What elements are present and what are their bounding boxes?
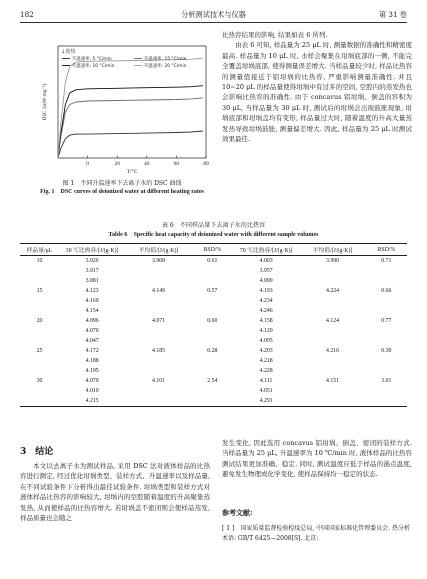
running-header <box>20 8 407 23</box>
table-row <box>20 336 407 346</box>
table-cell <box>366 336 407 346</box>
table-cell: 20 <box>36 318 43 324</box>
table-cell <box>299 296 365 306</box>
table-cell <box>20 266 59 276</box>
column-header: 30 ℃比热容/[J/(g·K)] <box>59 244 125 256</box>
table-cell <box>366 296 407 306</box>
table-cell <box>125 326 191 336</box>
table-cell: 4.234 <box>259 298 273 304</box>
table-cell <box>192 366 233 376</box>
column-header: 平均值/[J/(g·K)] <box>299 244 365 256</box>
dsc-chart <box>38 40 213 180</box>
table-row <box>20 356 407 366</box>
table-cell: 3.926 <box>85 258 99 264</box>
table-cell: 4.111 <box>259 378 273 384</box>
table-caption <box>20 222 407 239</box>
table-cell: 4.224 <box>326 288 340 294</box>
table-cell <box>125 266 191 276</box>
table-cell: 3.908 <box>152 258 166 264</box>
data-table <box>20 243 407 407</box>
legend-label: 升温速率: 15 °C/min <box>144 57 187 62</box>
table-cell: 4.151 <box>326 378 340 384</box>
figure-caption-zh: 图 1 不同升温速率下去离子水的 DSC 曲线 <box>62 180 182 187</box>
column-header: RSD/% <box>366 244 407 256</box>
table-cell <box>192 386 233 396</box>
table-cell <box>20 326 59 336</box>
table-header-row <box>20 244 407 256</box>
table-row <box>20 366 407 376</box>
table-row <box>20 296 407 306</box>
table-cell <box>366 266 407 276</box>
series-line <box>58 131 203 158</box>
table-cell: 4.120 <box>259 328 273 334</box>
legend-label: 升温速率: 5 °C/min <box>72 57 112 62</box>
table-cell: 4.216 <box>326 348 340 354</box>
table-cell <box>299 266 365 276</box>
table-cell <box>366 386 407 396</box>
table-caption-zh: 表 6 不同样品量下去离子水的比热容 <box>161 222 266 229</box>
table-cell: 4.158 <box>259 318 273 324</box>
table-cell: 4.071 <box>152 318 166 324</box>
table-cell: 4.010 <box>85 388 99 394</box>
table-cell <box>192 296 233 306</box>
table-cell <box>20 356 59 366</box>
table-cell: 4.095 <box>259 338 273 344</box>
dsc-figure <box>38 40 213 180</box>
table-cell <box>20 306 59 316</box>
x-axis-label: T/°C <box>126 169 138 175</box>
table-cell <box>366 276 407 286</box>
table-cell: 4.070 <box>85 328 99 334</box>
conclusion-left <box>20 461 210 523</box>
table-cell <box>192 396 233 407</box>
x-tick-label: 60 <box>173 161 180 167</box>
table-row <box>20 376 407 386</box>
table-cell: 0.60 <box>207 318 218 324</box>
right-column-text <box>222 30 412 144</box>
table-cell: 4.079 <box>85 378 99 384</box>
table-cell <box>20 386 59 396</box>
table-cell: 0.61 <box>207 258 218 264</box>
table-cell <box>366 326 407 336</box>
table-cell: 3.881 <box>85 278 99 284</box>
x-tick-label: 20 <box>114 161 120 167</box>
references-heading: 参考文献: <box>222 508 253 517</box>
paragraph: 由表 6 可知, 样品量为 25 μL 时, 测量数据的准确性和精密度最高. 样品量为 10 μL 时, 水样会聚集在坩埚底部的一侧, 不能完全覆盖坩埚底部, 使得测量误差增大. 当样品量较少时, 样品比热容的测量值接近于铝坩埚的比热容, 严重影响测量准确性. 并且 10~20 μL 的样品量使得坩埚中有过多的空间, 空腔内的蒸发热也会影响比热容的准确性. 由于 concavus 铝坩埚、倒盖的容积为 30 μL, 当样品量为 30 μL 时, 测试后的坩埚会出现鼓胀现象, 坩埚底部和坩埚盖均有变形, 样品量过大时, 随着温度的升高大量蒸发热导致坩埚鼓胀, 测量偏差增大. 因此, 样品量为 25 μL 时测试效果最佳. <box>222 41 412 144</box>
column-header: 70 ℃比热容/[J/(g·K)] <box>233 244 299 256</box>
table-cell <box>192 306 233 316</box>
section-heading: 3 结论 <box>20 447 54 457</box>
table-cell: 10 <box>36 258 43 264</box>
table-cell: 4.203 <box>259 348 273 354</box>
table-cell <box>192 276 233 286</box>
table-cell: 4.096 <box>85 318 99 324</box>
table-cell: 0.30 <box>381 348 392 354</box>
legend-label: 升温速率: 10 °C/min <box>72 64 115 69</box>
table-cell: 4.185 <box>152 348 166 354</box>
reference-item: [ 1 ] 国家质量监督检验检疫总局, 中国国家标准化管理委员会. 热分析术语: GB/T 6425—2008[S]. 北京: <box>222 525 410 542</box>
table-cell: 4.154 <box>85 308 99 314</box>
table-cell <box>125 356 191 366</box>
table-row <box>20 306 407 316</box>
table-cell: 30 <box>36 378 43 384</box>
table-cell: 4.124 <box>326 318 340 324</box>
table-row <box>20 256 407 267</box>
table-cell: 4.003 <box>259 258 273 264</box>
table-cell <box>20 396 59 407</box>
table-cell: 4.172 <box>85 348 99 354</box>
table-cell: 0.77 <box>381 318 392 324</box>
table-cell <box>299 356 365 366</box>
table-cell <box>20 366 59 376</box>
table-cell <box>299 336 365 346</box>
table-cell <box>20 336 59 346</box>
column-header: RSD/% <box>192 244 233 256</box>
table-cell <box>366 366 407 376</box>
table-cell: 3.990 <box>326 258 340 264</box>
table-row <box>20 276 407 286</box>
legend-label: 升温速率: 20 °C/min <box>144 64 187 69</box>
conclusion-right <box>222 438 412 480</box>
paragraph: 本文以去离子水为测试样品, 采用 DSC 法对液体样品的比热容进行测定, 经过优化坩埚类型、装样方式、升温速率以及样品量, 在不同试验条件下分析得出最佳试验条件. 坩埚类型和装样方式对液体样品比热容的影响较大, 坩埚内的空腔随着温度的升高聚集蒸发热, 从而使样品的比热容增大. 若坩埚盖不密闭则会使样品蒸发, 样品质量也会随之 <box>20 462 210 523</box>
table-cell: 4.188 <box>85 358 99 364</box>
table-cell <box>125 386 191 396</box>
series-line <box>58 58 203 158</box>
table-cell <box>125 296 191 306</box>
table-cell: 4.051 <box>259 388 273 394</box>
table-cell: 4.101 <box>152 378 166 384</box>
table-row <box>20 266 407 276</box>
table-caption-en: Table 6 Specific heat capacity of deionized water with different sample volumes <box>108 231 319 238</box>
table-row <box>20 346 407 356</box>
y-axis-label: DSC /(mW·mg⁻¹) <box>43 83 48 121</box>
x-tick-label: 0 <box>86 161 89 167</box>
table-cell: 3.957 <box>259 268 273 274</box>
table-cell: 4.123 <box>85 288 99 294</box>
table-cell: 0.57 <box>207 288 218 294</box>
table-cell <box>125 396 191 407</box>
table-cell <box>192 266 233 276</box>
paragraph: 比热容结果的影响, 结果如表 6 所列. <box>222 31 328 39</box>
table-cell <box>20 276 59 286</box>
figure-caption-en: Fig. 1 DSC curves of deionized water at different heating rates <box>40 189 204 196</box>
table-cell: 25 <box>36 348 43 354</box>
table-cell <box>125 276 191 286</box>
table-cell <box>366 356 407 366</box>
table-cell <box>125 366 191 376</box>
table-cell <box>192 326 233 336</box>
column-header: 平均值/[J/(g·K)] <box>125 244 191 256</box>
table-row <box>20 396 407 407</box>
exotherm-label: ↓放热 <box>61 49 76 55</box>
figure-caption <box>26 180 218 197</box>
table-cell: 4.218 <box>259 358 273 364</box>
table-cell: 4.246 <box>259 308 273 314</box>
volume-label: 第 31 卷 <box>378 10 407 19</box>
table-cell <box>125 306 191 316</box>
table-cell: 4.193 <box>259 288 273 294</box>
table-cell: 0.71 <box>381 258 392 264</box>
table-cell: 4.291 <box>233 396 299 407</box>
journal-name: 分析测试技术与仪器 <box>181 10 246 19</box>
table-cell: 4.195 <box>85 368 99 374</box>
table-cell <box>192 336 233 346</box>
table-cell <box>299 276 365 286</box>
table-cell <box>366 306 407 316</box>
table-cell: 0.28 <box>207 348 218 354</box>
page-number: 182 <box>20 10 34 19</box>
column-header: 样品量/μL <box>20 244 59 256</box>
table-cell <box>366 396 407 407</box>
table-cell <box>299 326 365 336</box>
table-cell <box>20 296 59 306</box>
table-cell <box>125 336 191 346</box>
x-tick-label: 40 <box>144 161 150 167</box>
table-cell: 3.01 <box>381 378 392 384</box>
table-cell <box>192 356 233 366</box>
table-cell: 2.54 <box>207 378 218 384</box>
table-row <box>20 286 407 296</box>
table-cell: 4.047 <box>85 338 99 344</box>
table-cell <box>299 366 365 376</box>
table-cell: 3.917 <box>85 268 99 274</box>
table-cell: 4.149 <box>152 288 166 294</box>
table-cell <box>299 306 365 316</box>
paragraph: 发生变化, 因此选用 concavus 铝坩埚、倒盖、密闭的装样方式. 当样品量为 25 μL, 升温速率为 10 ℃/min 时, 液体样品的比热容测试结果更加准确、稳定. 同时, 测试温度应低于样品的沸点温度, 避免发生物理或化学变化, 使样品保持均一稳定的状态. <box>222 439 412 479</box>
table-row <box>20 316 407 326</box>
table-cell: 4.215 <box>59 396 125 407</box>
table-cell: 4.009 <box>259 278 273 284</box>
series-line <box>58 86 203 158</box>
table-cell: 15 <box>36 288 43 294</box>
table-row <box>20 386 407 396</box>
table-cell <box>299 396 365 407</box>
table-cell: 4.169 <box>85 298 99 304</box>
table-row <box>20 326 407 336</box>
table-cell: 0.66 <box>381 288 392 294</box>
table-cell: 4.228 <box>259 368 273 374</box>
series-line <box>58 98 203 158</box>
table-cell <box>299 386 365 396</box>
x-tick-label: 80 <box>203 161 209 167</box>
